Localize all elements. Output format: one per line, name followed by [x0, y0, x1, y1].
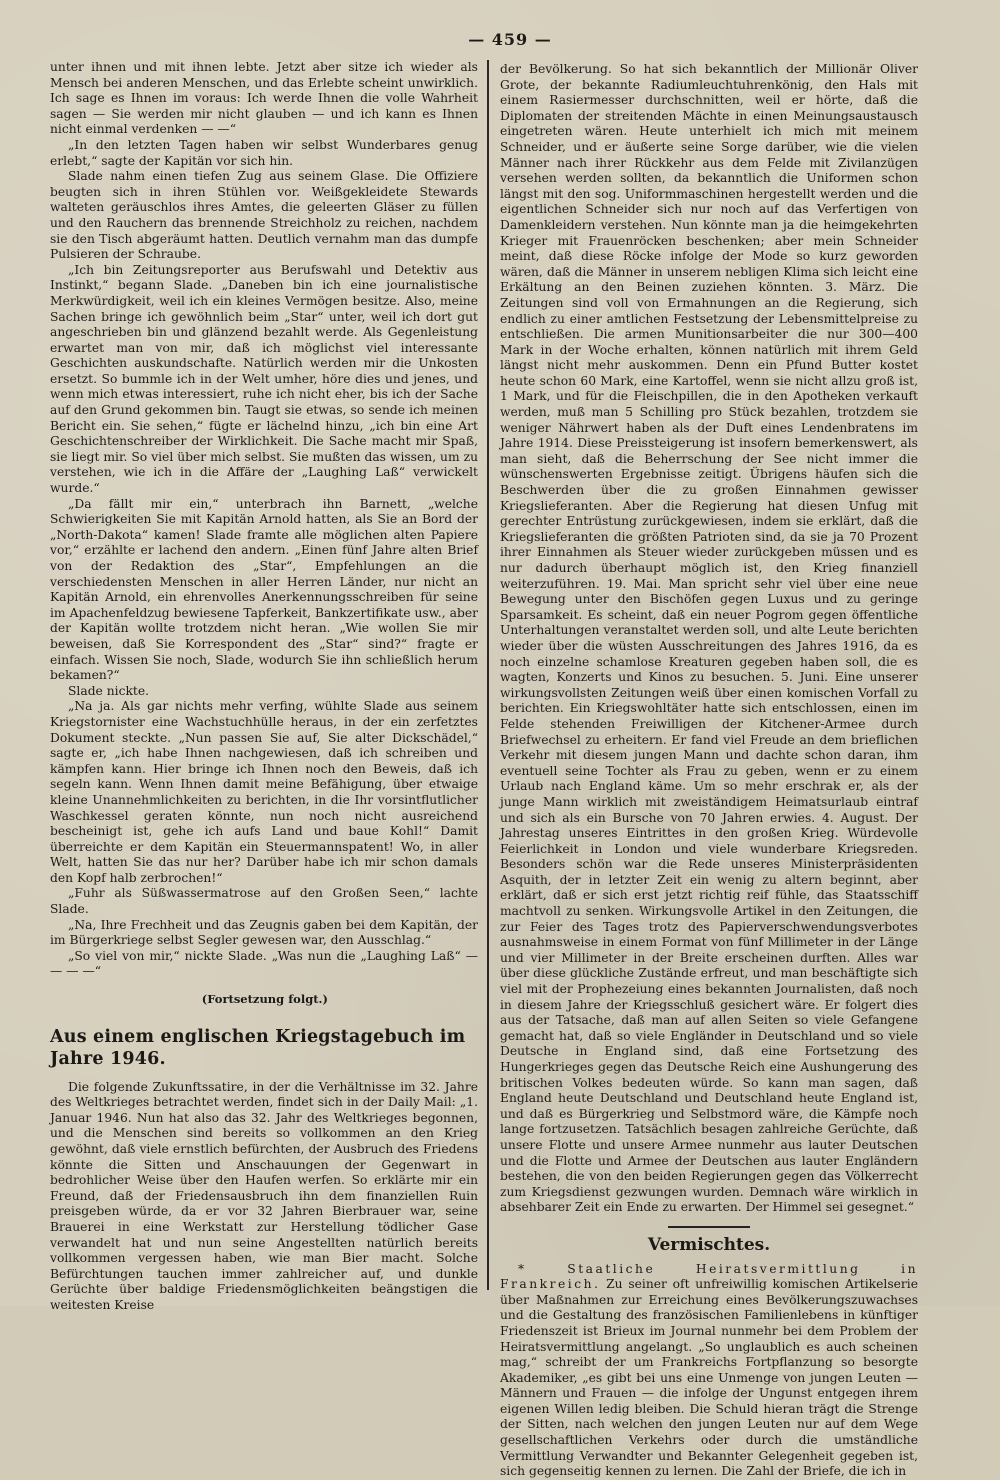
column-divider — [487, 60, 489, 1290]
section-divider — [668, 1226, 750, 1228]
section-title: Vermischtes. — [647, 1234, 771, 1255]
paragraph: „Da fällt mir ein,“ unterbrach ihn Barnett, „welche Schwierigkeiten Sie mit Kapitän Arnold hatten, als Sie an Bord der „North-Dakota“ kamen! Slade framte alle möglichen alten Papiere vor,“ erzählte er lachend den andern. „Einen fünf Jahre alten Brief von der Redaktion des „Star“, Empfehlungen an die verschiedensten Menschen in aller Herren Länder, nur nicht an Kapitän Arnold, ein ehrenvolles Anerkennungsschreiben für seine im Apachenfeldzug bewiesene Tapferkeit, Bankzertifikate usw., aber der Kapitän wollte trotzdem nicht heran. „Wie wollen Sie mir beweisen, daß Sie Korrespondent des „Star“ sind?“ fragte er einfach. Wissen Sie noch, Slade, wodurch Sie ihn schließlich herum bekamen?“ — [50, 496, 478, 683]
left-column — [50, 60, 478, 1312]
paragraph: Slade nahm einen tiefen Zug aus seinem Glase. Die Offiziere beugten sich in ihren Stühlen vor. Weißgekleidete Stewards walteten geräuschlos ihres Amtes, die geleerten Gläser zu füllen und den Rauchern das brennende Streichholz zu reichen, nachdem sie den Tisch abgeräumt hatten. Deutlich vernahm man das dumpfe Pulsieren der Schraube. — [50, 169, 478, 262]
right-column — [500, 62, 918, 1479]
paragraph — [500, 1262, 918, 1480]
section-lead: * Staatliche Heiratsvermittlung in Frankreich. — [500, 1261, 918, 1292]
continued-note: (Fortsetzung folgt.) — [201, 992, 328, 1007]
paragraph: „In den letzten Tagen haben wir selbst Wunderbares genug erlebt,“ sagte der Kapitän vor sich hin. — [50, 137, 478, 168]
paragraph: Die folgende Zukunftssatire, in der die Verhältnisse im 32. Jahre des Weltkrieges betrachtet werden, findet sich in der Daily Mail: „1. Januar 1946. Nun hat also das 32. Jahr des Weltkrieges begonnen, und die Menschen sind bereits so vollkommen an den Krieg gewöhnt, daß viele ernstlich befürchten, der Ausbruch des Friedens könnte die Sitten und Anschauungen der Gegenwart in bedrohlicher Weise über den Haufen werfen. So erklärte mir ein Freund, daß der Friedensausbruch ihn dem finanziellen Ruin preisgeben würde, da er vor 32 Jahren Bierbrauer war, seine Brauerei in eine Werkstatt zur Herstellung tödlicher Gase verwandelt hat und nun seine Angestellten natürlich bereits vollkommen vergessen haben, wie man Bier macht. Solche Befürchtungen tauchen immer zahlreicher auf, und dunkle Gerüchte über baldige Friedensmöglichkeiten beängstigen die weitesten Kreise — [50, 1079, 478, 1312]
section-paragraph: Zu seiner oft unfreiwillig komischen Artikelserie über Maßnahmen zur Erreichung eines Bevölkerungszuwachses und die Gestaltung des französischen Familienlebens in künftiger Friedenszeit ist Brieux im Journal nunmehr bei dem Problem der Heiratsvermittlung angelangt. „So unglaublich es auch scheinen mag,“ schreibt der um Frankreichs Fortpflanzung so besorgte Akademiker, „es gibt bei uns eine Unmenge von jungen Leuten — Männern und Frauen — die infolge der Ungunst entgegen ihrem eigenen Willen ledig bleiben. Die Schuld hieran trägt die Strenge der Sitten, nach welchen den jungen Leuten nur auf dem Wege gesellschaftlichen Verkehrs oder durch die umständliche Vermittlung Verwandter und Bekannter Gelegenheit gegeben ist, sich gegenseitig kennen zu lernen. Die Zahl der Briefe, die ich in — [500, 1277, 918, 1479]
paragraph: unter ihnen und mit ihnen lebte. Jetzt aber sitze ich wieder als Mensch bei anderen Menschen, und das Erlebte scheint unwirklich. Ich sage es Ihnen im voraus: Ich werde Ihnen die volle Wahrheit sagen — Sie werden mir nicht glauben — und ich kann es Ihnen nicht einmal verdenken — —“ — [50, 60, 478, 137]
page-number: — 459 — — [468, 30, 552, 49]
paragraph: „Na ja. Als gar nichts mehr verfing, wühlte Slade aus seinem Kriegstornister eine Wachstuchhülle heraus, in der ein zerfetztes Dokument steckte. „Nun passen Sie auf, Sie alter Dickschädel,“ sagte er, „ich habe Ihnen nachgewiesen, daß ich schreiben und kämpfen kann. Hier bringe ich Ihnen noch den Beweis, daß ich segeln kann. Wenn Ihnen damit meine Befähigung, über etwaige kleine Unannehmlichkeiten zu berichten, in die Ihr vorsintflutlicher Waschkessel geraten könnte, nun noch nicht ausreichend bescheinigt ist, gehe ich aufs Land und baue Kohl!“ Damit überreichte er dem Kapitän ein Steuermannspatent! Wo, in aller Welt, hatten Sie das nur her? Darüber habe ich mir schon damals den Kopf halb zerbrochen!“ — [50, 699, 478, 885]
paragraph: „So viel von mir,“ nickte Slade. „Was nun die „Laughing Laß“ — — — —“ — [50, 948, 478, 979]
paragraph: „Na, Ihre Frechheit und das Zeugnis gaben bei dem Kapitän, der im Bürgerkriege selbst Segler gewesen war, den Ausschlag.“ — [50, 917, 478, 948]
paragraph: Slade nickte. — [68, 683, 150, 698]
article-headline: Aus einem englischen Kriegstagebuch im Jahre 1946. — [50, 1026, 466, 1069]
paragraph: der Bevölkerung. So hat sich bekanntlich der Millionär Oliver Grote, der bekannte Radiumleuchtuhrenkönig, den Hals mit einem Rasiermesser durchschnitten, weil er hörte, daß die Diplomaten der streitenden Mächte in einen Meinungsaustausch eingetreten wären. Heute unterhielt ich mich mit meinem Schneider, und er äußerte seine Sorge darüber, wie die vielen Männer nach ihrer Rückkehr aus dem Felde mit Zivilanzügen versehen werden sollten, da bekanntlich die Uniformen schon längst mit den sog. Uniformmaschinen hergestellt werden und die eigentlichen Schneider sich nur noch auf das Verfertigen von Damenkleidern verstehen. Nun könnte man ja die heimgekehrten Krieger mit Frauenröcken beschenken; aber mein Schneider meint, daß diese Röcke infolge der Mode so kurz geworden wären, daß die Männer in unserem nebligen Klima sich leicht eine Erkältung an den Beinen zuziehen könnten. 3. März. Die Zeitungen sind voll von Ermahnungen an die Regierung, sich endlich zu einer amtlichen Festsetzung der Lebensmittelpreise zu entschließen. Die armen Munitionsarbeiter die nur 300—400 Mark in der Woche erhalten, können natürlich mit ihrem Geld längst nicht mehr auskommen. Denn ein Pfund Butter kostet heute schon 60 Mark, eine Kartoffel, wenn sie nicht allzu groß ist, 1 Mark, und für die Fleischpillen, die in den Apotheken verkauft werden, muß man 5 Schilling pro Stück bezahlen, trotzdem sie weniger Nährwert haben als der Duft eines Lendenbratens im Jahre 1914. Diese Preissteigerung ist insofern bemerkenswert, als man sieht, daß die Beherrschung der See nicht immer die wünschenswerten Ergebnisse zeitigt. Übrigens häufen sich die Beschwerden über die zu großen Einnahmen gewisser Kriegslieferanten. Aber die Regierung hat diesen Unfug mit gerechter Entrüstung zurückgewiesen, indem sie erklärt, daß die Kriegslieferanten die größten Patrioten sind, da sie ja 70 Prozent ihrer Einnahmen als Steuer wieder zurückgeben müssen und es nur dadurch überhaupt möglich ist, den Krieg finanziell weiterzuführen. 19. Mai. Man spricht sehr viel über eine neue Bewegung unter den Bischöfen gegen Luxus und zu geringe Sparsamkeit. Es scheint, daß ein neuer Pogrom gegen öffentliche Unterhaltungen veranstaltet werden soll, und alte Leute berichten wieder über die wüsten Ausschreitungen des Jahres 1916, da es noch einzelne schamlose Kreaturen gegeben haben soll, die es wagten, Konzerts und Kinos zu besuchen. 5. Juni. Eine unserer wirkungsvollsten Zeitungen weiß über einen komischen Vorfall zu berichten. Ein Kriegswohltäter hatte sich entschlossen, einen im Felde stehenden Freiwilligen der Kitchener-Armee durch Briefwechsel zu erheitern. Er fand viel Freude an dem brieflichen Verkehr mit diesem jungen Mann und dachte schon daran, ihm eventuell seine Tochter als Frau zu geben, wenn er zu einem Urlaub nach England käme. Um so mehr erschrak er, als der junge Mann wirklich mit zweiständigem Heimatsurlaub eintraf und sich als ein Bursche von 70 Jahren erwies. 4. August. Der Jahrestag unseres Eintrittes in den großen Krieg. Würdevolle Feierlichkeit in London und viele wunderbare Kriegsreden. Besonders schön war die Rede unseres Ministerpräsidenten Asquith, der in letzter Zeit ein wenig zu altern beginnt, aber erklärt, daß er sich erst jetzt richtig reif fühle, das Staatsschiff machtvoll zu senken. Wirkungsvolle Artikel in den Zeitungen, die zur Feier des Tages trotz des Papierverschwendungsverbotes ausnahmsweise in einem Format von fünf Millimeter in der Länge und vier Millimeter in der Breite erscheinen durften. Alles war über diese glückliche Zustände erfreut, und man beschäftigte sich viel mit der Prophezeiung eines bekannten Journalisten, daß noch in diesem Jahre der Kriegsschluß gesichert wäre. Er folgert dies aus der Tatsache, daß man auf allen Seiten so viele Gefangene gemacht hat, daß so viele Engländer in Deutschland und so viele Deutsche in England sind, daß eine Fortsetzung des Hungerkrieges gegen das Deutsche Reich eine Aushungerung des britischen Volkes bedeuten würde. So kann man sagen, daß England heute Deutschland und Deutschland heute England ist, und daß es Bürgerkrieg und Selbstmord wäre, die Kämpfe noch lange fortzusetzen. Tatsächlich besagen zahlreiche Gerüchte, daß unsere Flotte und unsere Armee nunmehr aus lauter Deutschen und die Flotte und Armee der Deutschen aus lauter Engländern bestehen, die von den beiden Regierungen gegen das Völkerrecht zum Kriegsdienst gezwungen wurden. Demnach wäre wirklich in absehbarer Zeit ein Ende zu erwarten. Der Himmel sei gesegnet.“ — [500, 62, 918, 1215]
paragraph: „Fuhr als Süßwassermatrose auf den Großen Seen,“ lachte Slade. — [50, 886, 478, 917]
paragraph: „Ich bin Zeitungsreporter aus Berufswahl und Detektiv aus Instinkt,“ begann Slade. „Daneben bin ich eine journalistische Merkwürdigkeit, weil ich ein kleines Vermögen besitze. Also, meine Sachen bringe ich gewöhnlich beim „Star“ unter, weil ich dort gut angeschrieben bin und glänzend bezahlt werde. Als Gegenleistung erwartet man von mir, daß ich möglichst viel interessante Geschichten auskundschafte. Natürlich werden mir die Unkosten ersetzt. So bummle ich in der Welt umher, höre dies und jenes, und wenn mich etwas interessiert, ruhe ich nicht eher, bis ich der Sache auf den Grund gekommen bin. Taugt sie etwas, so sende ich meinen Bericht ein. Sie sehen,“ fügte er lächelnd hinzu, „ich bin eine Art Geschichtenschreiber der Wirklichkeit. Die Sache macht mir Spaß, sie liegt mir. So viel über mich selbst. Sie mußten das wissen, um zu verstehen, wie ich in die Affäre der „Laughing Laß“ verwickelt wurde.“ — [50, 262, 478, 496]
